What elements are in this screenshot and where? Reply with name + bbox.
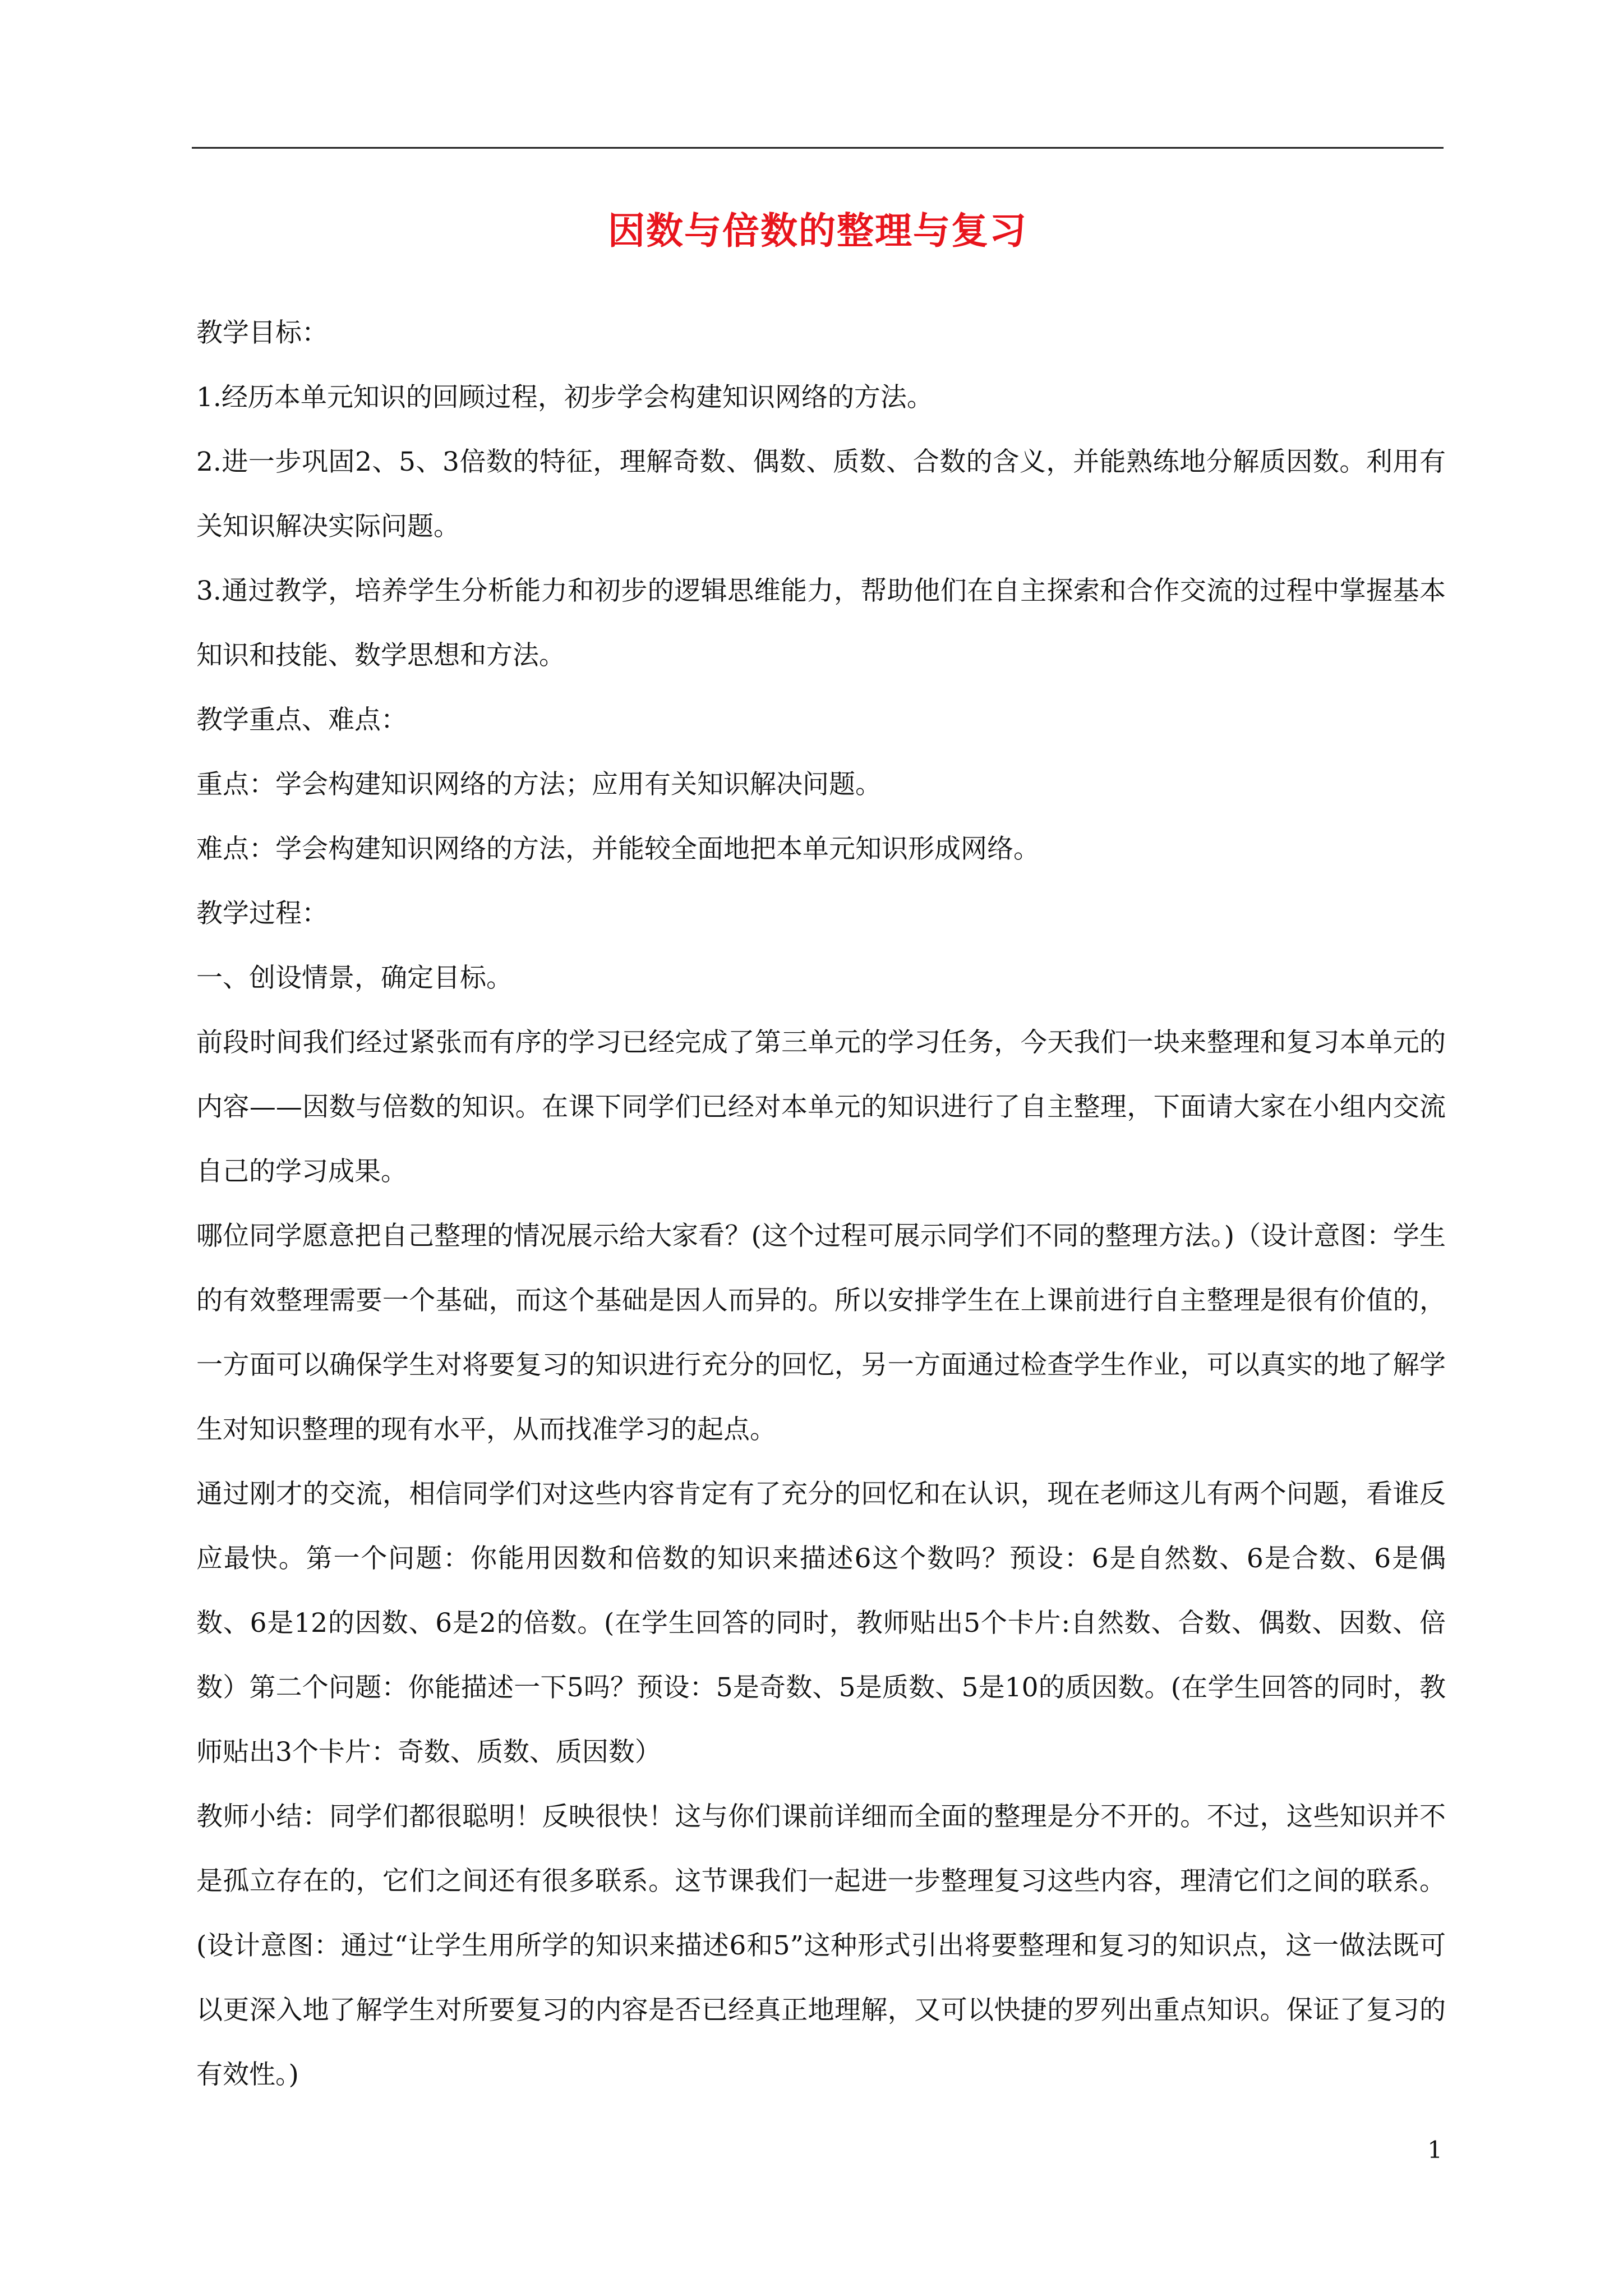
document-title: 因数与倍数的整理与复习 xyxy=(608,209,1027,252)
paragraph: 重点：学会构建知识网络的方法；应用有关知识解决问题。 xyxy=(196,769,882,800)
header-rule xyxy=(192,147,1444,149)
page-number: 1 xyxy=(1427,2136,1442,2164)
paragraph: 哪位同学愿意把自己整理的情况展示给大家看？(这个过程可展示同学们不同的整理方法。)（设计意图：学生的有效整理需要一个基础，而这个基础是因人而异的。所以安排学生在上课前进行自主整理是很有价值的，一方面可以确保学生对将要复习的知识进行充分的回忆，另一方面通过检查学生作业，可以真实的地了解学生对知识整理的现有水平，从而找准学习的起点。 xyxy=(196,1221,1446,1445)
paragraph: 教师小结：同学们都很聪明！反映很快！这与你们课前详细而全面的整理是分不开的。不过，这些知识并不是孤立存在的，它们之间还有很多联系。这节课我们一起进一步整理复习这些内容，理清它们之间的联系。(设计意图：通过“让学生用所学的知识来描述6和5”这种形式引出将要整理和复习的知识点，这一做法既可以更深入地了解学生对所要复习的内容是否已经真正地理解，又可以快捷的罗列出重点知识。保证了复习的有效性。) xyxy=(196,1801,1446,2090)
paragraph: 3.通过教学，培养学生分析能力和初步的逻辑思维能力，帮助他们在自主探索和合作交流的过程中掌握基本知识和技能、数学思想和方法。 xyxy=(196,576,1446,671)
paragraph: 2.进一步巩固2、5、3倍数的特征，理解奇数、偶数、质数、合数的含义，并能熟练地分解质因数。利用有关知识解决实际问题。 xyxy=(196,447,1446,542)
document-body xyxy=(196,301,1446,2107)
paragraph: 通过刚才的交流，相信同学们对这些内容肯定有了充分的回忆和在认识，现在老师这儿有两个问题，看谁反应最快。第一个问题：你能用因数和倍数的知识来描述6这个数吗？预设：6是自然数、6是合数、6是偶数、6是12的因数、6是2的倍数。(在学生回答的同时，教师贴出5个卡片:自然数、合数、偶数、因数、倍数）第二个问题：你能描述一下5吗？预设：5是奇数、5是质数、5是10的质因数。(在学生回答的同时，教师贴出3个卡片：奇数、质数、质因数） xyxy=(196,1479,1446,1768)
paragraph: 教学过程： xyxy=(196,898,328,929)
paragraph: 难点：学会构建知识网络的方法，并能较全面地把本单元知识形成网络。 xyxy=(196,834,1040,864)
paragraph: 1.经历本单元知识的回顾过程，初步学会构建知识网络的方法。 xyxy=(196,382,933,413)
paragraph: 前段时间我们经过紧张而有序的学习已经完成了第三单元的学习任务，今天我们一块来整理和复习本单元的内容——因数与倍数的知识。在课下同学们已经对本单元的知识进行了自主整理，下面请大家在小组内交流自己的学习成果。 xyxy=(196,1027,1446,1187)
paragraph: 教学目标： xyxy=(196,318,328,348)
paragraph: 一、创设情景，确定目标。 xyxy=(196,963,513,993)
paragraph: 教学重点、难点： xyxy=(196,705,407,735)
